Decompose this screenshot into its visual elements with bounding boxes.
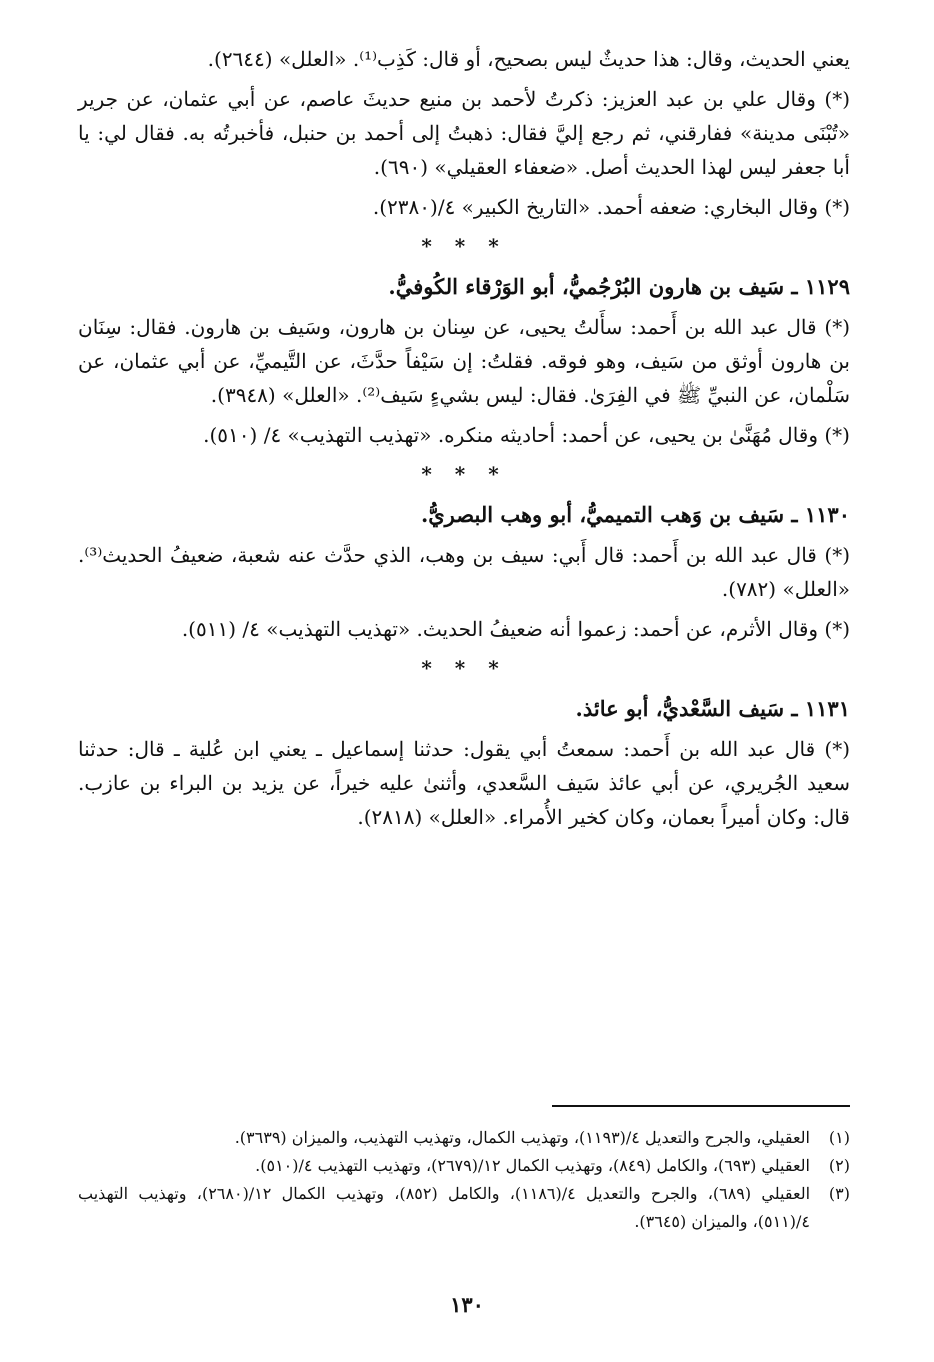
footnote-text: العقيلي، والجرح والتعديل ٤/(١١٩٣)، وتهذيب الكمال، وتهذيب التهذيب، والميزان (٣٦٣٩). [234,1128,810,1147]
main-text [78,42,850,840]
footnote-text: العقيلي (٦٩٣)، والكامل (٨٤٩)، وتهذيب الكمال ١٢/(٢٦٧٩)، وتهذيب التهذيب ٤/(٥١٠). [255,1156,810,1175]
footnote-3 [78,1180,850,1236]
paragraph-continuation: يعني الحديث، وقال: هذا حديثٌ ليس بصحيح، أو قال: كَذِب⁽¹⁾. «العلل» (٢٦٤٤). [207,47,850,71]
paragraph-abd-allah-1130: (*) قال عبد الله بن أَحمد: قال أَبي: سيف بن وهب، الذي حدَّث عنه شعبة، ضعيفُ الحديث⁽³⁾. «العلل» (٧٨٢). [78,543,850,601]
footnote-number: (٣) [828,1184,850,1203]
footnote-text: العقيلي (٦٨٩)، والجرح والتعديل ٤/(١١٨٦)، والكامل (٨٥٢)، وتهذيب الكمال ١٢/(٢٦٨٠)، وتهذيب التهذيب ٤/(٥١١)، والميزان (٣٦٤٥). [78,1184,811,1231]
section-separator: * * * [421,462,507,486]
paragraph-abd-allah-1131: (*) قال عبد الله بن أَحمد: سمعتُ أبي يقول: حدثنا إسماعيل ـ يعني ابن عُلية ـ قال: حدثنا سعيد الجُريري، عن أبي عائذ سَيف السَّعدي، وأثنىٰ عليه خيراً، عن يزيد بن البراء بن عازب. قال: وكان أميراً بعمان، وكان كخير الأُمراء. «العلل» (٢٨١٨). [78,737,850,829]
footnote-1 [78,1124,850,1152]
entry-heading-1131: ١١٣١ ـ سَيف السَّعْديُّ، أبو عائذ. [575,696,850,721]
footnote-number: (١) [828,1128,850,1147]
footnote-2 [78,1152,850,1180]
paragraph-athram: (*) وقال الأثرم، عن أحمد: زعموا أنه ضعيفُ الحديث. «تهذيب التهذيب» ٤/ (٥١١). [181,617,850,641]
paragraph-abd-allah-1129: (*) قال عبد الله بن أَحمد: سأَلتُ يحيى، عن سِنان بن هارون، وسَيف بن هارون. فقال: سِنَان بن هارون أوثق من سَيف، وهو فوقه. فقلتُ: إن سَيْفاً حدَّثَ، عن التَّيميِّ، عن أبي عثمان، عن سَلْمان، عن النبيِّ ﷺ في الفِرَىٰ. فقال: ليس بشيءٍ سَيف⁽²⁾. «العلل» (٣٩٤٨). [78,315,850,407]
entry-heading-1130: ١١٣٠ ـ سَيف بن وَهب التميميُّ، أبو وهب البصريُّ. [420,502,850,527]
page-number: ١٣٠ [450,1292,484,1317]
paragraph-ali-ibn-abd-alaziz: (*) وقال علي بن عبد العزيز: ذكرتُ لأحمد بن منيع حديثَ عاصم، عن أبي عثمان، عن جرير «تُبْنَى مدينة» ففارقني، ثم رجع إليَّ فقال: ذهبتُ إلى أحمد بن حنبل، فأخبرتُه به. فقال لي: يا أبا جعفر ليس لهذا الحديث أصل. «ضعفاء العقيلي» (٦٩٠). [78,87,850,179]
footnotes [78,1124,850,1236]
entry-heading-1129: ١١٢٩ ـ سَيف بن هارون البُرْجُميُّ، أبو الوَرْقاء الكُوفيُّ. [388,274,850,299]
paragraph-bukhari: (*) وقال البخاري: ضعفه أحمد. «التاريخ الكبير» ٤/(٢٣٨٠). [372,195,850,219]
section-separator: * * * [421,234,507,258]
footnote-number: (٢) [828,1156,850,1175]
paragraph-muhanna: (*) وقال مُهَنَّىٰ بن يحيى، عن أحمد: أحاديثه منكره. «تهذيب التهذيب» ٤/ (٥١٠). [203,423,850,447]
section-separator: * * * [421,656,507,680]
footnote-divider [552,1105,850,1107]
